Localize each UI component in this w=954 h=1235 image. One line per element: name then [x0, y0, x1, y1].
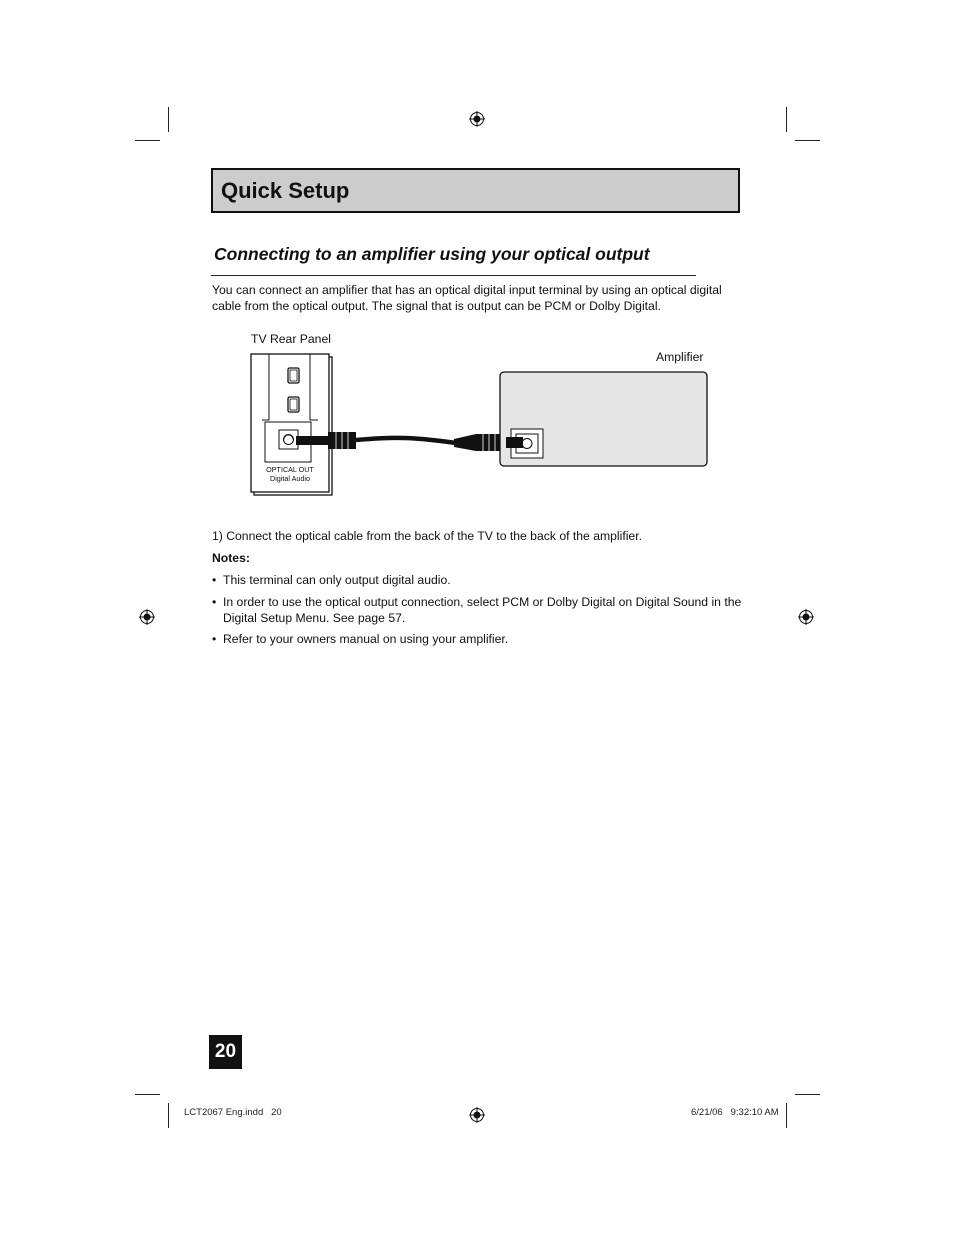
note-text: This terminal can only output digital audio. — [223, 573, 451, 587]
crop-mark — [135, 140, 160, 141]
page-number: 20 — [209, 1035, 242, 1069]
instruction-step: 1) Connect the optical cable from the back of the TV to the back of the amplifier. — [212, 529, 642, 543]
digital-audio-label: Digital Audio — [270, 474, 310, 483]
footer-file-info: LCT2067 Eng.indd 20 — [184, 1107, 282, 1118]
optical-out-label: OPTICAL OUT — [266, 465, 314, 474]
bullet-marker: • — [212, 632, 217, 646]
crop-mark — [795, 1094, 820, 1095]
note-text: In order to use the optical output connection, select PCM or Dolby Digital on Digital Sound in the Digital Setup Menu. See page 57. — [223, 595, 742, 625]
footer-timestamp: 6/21/06 9:32:10 AM — [691, 1107, 779, 1118]
crop-mark — [786, 107, 787, 132]
notes-heading: Notes: — [212, 551, 250, 565]
crop-mark — [168, 1103, 169, 1128]
note-text: Refer to your owners manual on using your amplifier. — [223, 632, 509, 646]
amplifier-label: Amplifier — [656, 350, 704, 364]
amplifier-box — [500, 372, 707, 466]
section-heading: Connecting to an amplifier using your optical output — [214, 244, 650, 264]
crop-mark — [168, 107, 169, 132]
note-item — [212, 595, 745, 626]
page-title: Quick Setup — [221, 178, 350, 203]
crop-mark — [135, 1094, 160, 1095]
registration-mark-icon — [798, 609, 814, 625]
crop-mark — [795, 140, 820, 141]
note-item — [212, 632, 752, 648]
registration-mark-icon — [139, 609, 155, 625]
heading-rule — [211, 275, 696, 276]
bullet-marker: • — [212, 595, 217, 609]
cable-plug — [454, 434, 476, 451]
connection-diagram — [240, 340, 720, 510]
registration-mark-icon — [469, 1107, 485, 1123]
note-item — [212, 573, 752, 589]
registration-mark-icon — [469, 111, 485, 127]
optical-cable — [356, 438, 456, 443]
tv-rear-panel-label: TV Rear Panel — [251, 332, 331, 346]
intro-paragraph: You can connect an amplifier that has an optical digital input terminal by using an optical digital cable from the optical output. The signal that is output can be PCM or Dolby Digital. — [212, 283, 722, 313]
crop-mark — [786, 1103, 787, 1128]
cable-plug — [296, 436, 330, 445]
bullet-marker: • — [212, 573, 217, 587]
